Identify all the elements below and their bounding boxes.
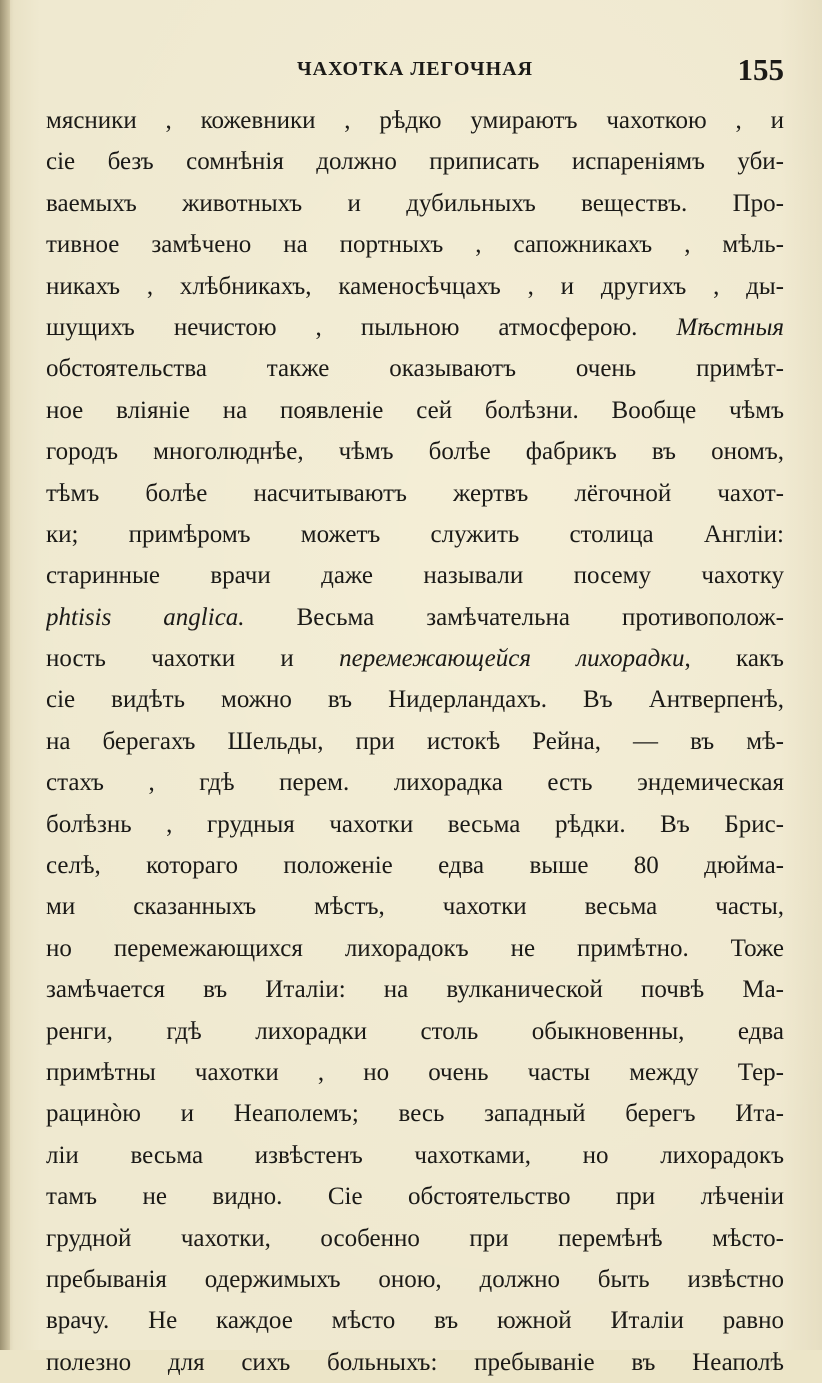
text-line: ренги, гдѣ лихорадки столь обыкновенны, едва bbox=[46, 1017, 784, 1045]
text-line: пребыванія одержимыхъ оною, должно быть извѣстно bbox=[46, 1265, 784, 1293]
italic-term: Мѣстныя bbox=[676, 313, 784, 341]
text-line: тѣмъ болѣе насчитываютъ жертвъ лёгочной чахот- bbox=[46, 479, 784, 507]
running-head bbox=[46, 52, 784, 92]
text-line: болѣзнь , грудныя чахотки весьма рѣдки. Въ Брис- bbox=[46, 810, 784, 838]
running-title: ЧАХОТКА ЛЕГОЧНАЯ bbox=[296, 58, 534, 80]
text-line: старинные врачи даже называли посему чахотку bbox=[46, 562, 784, 590]
text-line: шущихъ нечистою , пыльною атмосферою. Мѣстныя bbox=[46, 313, 784, 341]
body-text bbox=[46, 100, 784, 1383]
text-line: стахъ , гдѣ перем. лихорадка есть эндемическая bbox=[46, 769, 784, 797]
text-line: врачу. Не каждое мѣсто въ южной Италіи равно bbox=[46, 1307, 784, 1335]
text-line: сіе безъ сомнѣнія должно приписать испареніямъ уби- bbox=[46, 148, 784, 176]
italic-term: перемежающейся лихорадки bbox=[339, 645, 685, 673]
text-line: рацинòю и Неаполемъ; весь западный берегъ Ита- bbox=[46, 1100, 784, 1128]
text-line: мясники , кожевники , рѣдко умираютъ чахоткою , и bbox=[46, 107, 784, 134]
text-line: ваемыхъ животныхъ и дубильныхъ веществъ. Про- bbox=[46, 189, 784, 217]
text-line: ность чахотки и перемежающейся лихорадки, какъ bbox=[46, 645, 784, 673]
italic-term: phtisis anglica. bbox=[46, 603, 245, 631]
text-line: тамъ не видно. Сіе обстоятельство при лѣченіи bbox=[46, 1183, 784, 1211]
text-line: примѣтны чахотки , но очень часты между Тер- bbox=[46, 1058, 784, 1086]
text-line: селѣ, котораго положеніе едва выше 80 дюйма- bbox=[46, 852, 784, 880]
text-line: обстоятельства также оказываютъ очень примѣт- bbox=[46, 355, 784, 383]
text-line: ліи весьма извѣстенъ чахотками, но лихорадокъ bbox=[46, 1141, 784, 1169]
text-line: полезно для сихъ больныхъ: пребываніе въ Неаполѣ bbox=[46, 1348, 784, 1376]
text-line: на берегахъ Шельды, при истокѣ Рейна, — въ мѣ- bbox=[46, 727, 784, 755]
text-line: ное вліяніе на появленіе сей болѣзни. Вообще чѣмъ bbox=[46, 396, 784, 424]
text-line: ки; примѣромъ можетъ служить столица Англіи: bbox=[46, 520, 784, 548]
text-line: ми сказанныхъ мѣстъ, чахотки весьма часты, bbox=[46, 893, 784, 921]
text-line: никахъ , хлѣбникахъ, каменосѣчцахъ , и другихъ , ды- bbox=[46, 272, 784, 300]
text-line: тивное замѣчено на портныхъ , сапожникахъ , мѣль- bbox=[46, 231, 784, 259]
text-line: городъ многолюднѣе, чѣмъ болѣе фабрикъ въ ономъ, bbox=[46, 438, 784, 466]
text-line: phtisis anglica. Весьма замѣчательна противополож- bbox=[46, 603, 784, 631]
text-line: замѣчается въ Италіи: на вулканической почвѣ Ма- bbox=[46, 976, 784, 1004]
text-line: грудной чахотки, особенно при перемѣнѣ мѣсто- bbox=[46, 1224, 784, 1252]
text-line: но перемежающихся лихорадокъ не примѣтно. Тоже bbox=[46, 934, 784, 962]
page-number: 155 bbox=[737, 52, 784, 87]
text-line: сіе видѣть можно въ Нидерландахъ. Въ Антверпенѣ, bbox=[46, 686, 784, 714]
